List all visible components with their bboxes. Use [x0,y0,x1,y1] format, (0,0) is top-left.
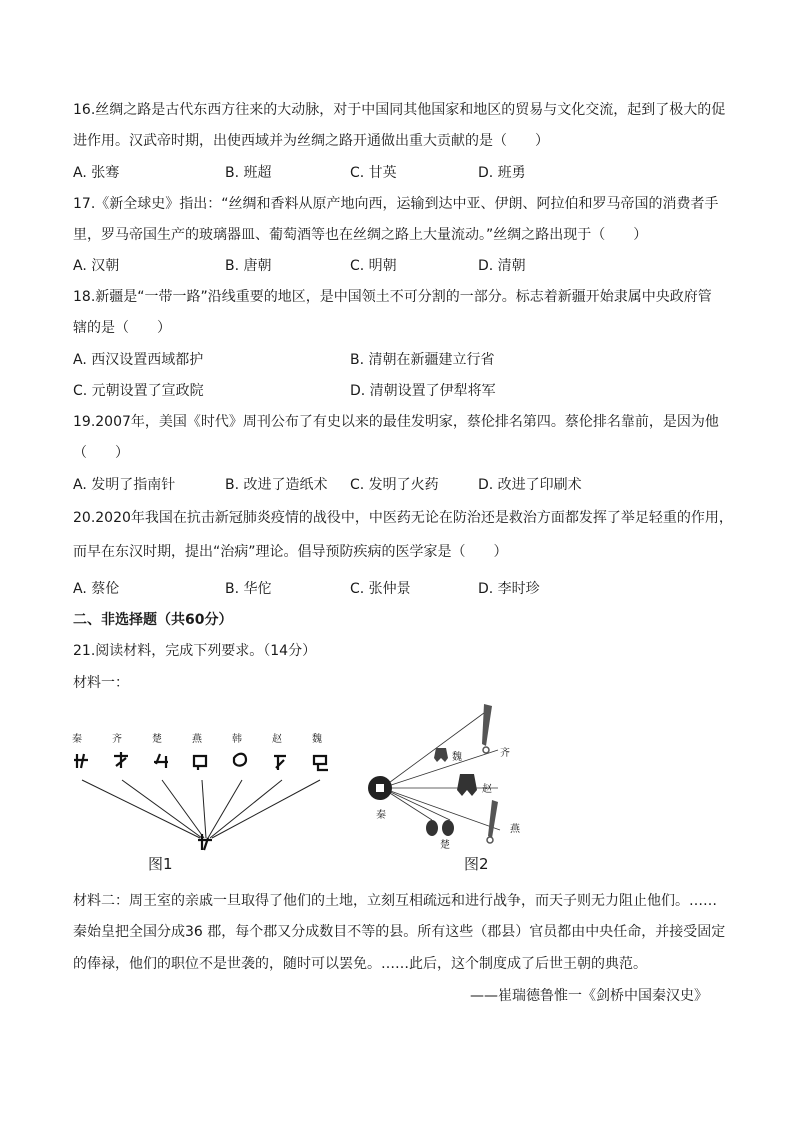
q18-option-d: D. 清朝设置了伊犁将军 [350,383,496,399]
fig1-state-label-zhao: 赵 [272,734,282,745]
q20-option-d: D. 李时珍 [478,581,540,597]
q16-option-b: B. 班超 [225,165,272,181]
figure-2-drawing [360,700,530,850]
figure-1-caption: 图1 [148,855,173,873]
fig2-label-wei: 魏 [452,752,462,763]
q20-option-c: C. 张仲景 [350,581,411,597]
material1-label: 材料一： [73,675,129,691]
fig1-state-label-yan: 燕 [192,734,202,745]
fig1-state-label-chu: 楚 [152,734,162,745]
q17-option-d: D. 清朝 [478,258,526,274]
q18-option-c: C. 元朝设置了宣政院 [73,383,204,399]
q19-option-d: D. 改进了印刷术 [478,477,582,493]
q19-stem-line2: （ ） [73,445,129,461]
material2-line1: 材料二：周王室的亲戚一旦取得了他们的土地，立刻互相疏远和进行战争，而天子则无力阻止他们。…… [73,893,717,909]
q19-stem-line1: 19.2007年，美国《时代》周刊公布了有史以来的最佳发明家，蔡伦排名第四。蔡伦排名靠前，是因为他 [73,414,719,430]
fig1-state-label-wei: 魏 [312,734,322,745]
q21-stem: 21.阅读材料，完成下列要求。（14分） [73,643,317,659]
fig1-state-label-qin: 秦 [72,734,82,745]
q18-option-b: B. 清朝在新疆建立行省 [350,352,495,368]
q20-stem-line2: 而早在东汉时期，提出“治病”理论。倡导预防疾病的医学家是（ ） [73,544,508,560]
q19-option-b: B. 改进了造纸术 [225,477,328,493]
q16-stem-line2: 进作用。汉武帝时期，出使西域并为丝绸之路开通做出重大贡献的是（ ） [73,133,549,149]
material2-line2: 秦始皇把全国分成36 郡，每个郡又分成数目不等的县。所有这些（郡县）官员都由中央任命，并接受固定 [73,924,726,940]
q19-option-a: A. 发明了指南针 [73,477,176,493]
figure-1-drawing [72,728,332,876]
q17-stem-line1: 17.《新全球史》指出：“丝绸和香料从原产地向西，运输到达中亚、伊朗、阿拉伯和罗马帝国的消费者手 [73,196,719,212]
q18-stem-line1: 18.新疆是“一带一路”沿线重要的地区，是中国领土不可分割的一部分。标志着新疆开始隶属中央政府管 [73,289,712,305]
fig2-label-zhao: 赵 [482,784,492,795]
fig1-state-label-qi: 齐 [112,734,122,745]
q20-option-b: B. 华佗 [225,581,272,597]
q16-option-d: D. 班勇 [478,165,526,181]
material2-source: ——崔瑞德鲁惟一《剑桥中国秦汉史》 [470,988,708,1004]
q16-stem-line1: 16.丝绸之路是古代东西方往来的大动脉，对于中国同其他国家和地区的贸易与文化交流，起到了极大的促 [73,102,726,118]
q16-option-a: A. 张骞 [73,165,120,181]
section-title: 二、非选择题（共60分） [73,612,233,628]
q20-stem-line1: 20.2020年我国在抗击新冠肺炎疫情的战役中，中医药无论在防治还是救治方面都发挥了举足轻重的作用， [73,510,733,526]
figure-2-currency-unification [360,700,530,850]
fig1-state-label-han: 韩 [232,734,242,745]
material2-line3: 的俸禄，他们的职位不是世袭的，随时可以罢免。……此后，这个制度成了后世王朝的典范。 [73,956,647,972]
fig2-label-yan: 燕 [510,824,520,835]
fig2-label-chu: 楚 [440,840,450,851]
q18-stem-line2: 辖的是（ ） [73,320,171,336]
q17-stem-line2: 里，罗马帝国生产的玻璃器皿、葡萄酒等也在丝绸之路上大量流动。”丝绸之路出现于（ ） [73,227,648,243]
q16-option-c: C. 甘英 [350,165,397,181]
fig2-label-qin: 秦 [376,810,386,821]
figure-1-script-unification [72,728,332,876]
q17-option-a: A. 汉朝 [73,258,120,274]
q18-option-a: A. 西汉设置西域都护 [73,352,204,368]
fig2-label-qi: 齐 [500,748,510,759]
q19-option-c: C. 发明了火药 [350,477,439,493]
q17-option-b: B. 唐朝 [225,258,272,274]
q20-option-a: A. 蔡伦 [73,581,120,597]
figure-2-caption: 图2 [464,855,489,873]
q17-option-c: C. 明朝 [350,258,397,274]
